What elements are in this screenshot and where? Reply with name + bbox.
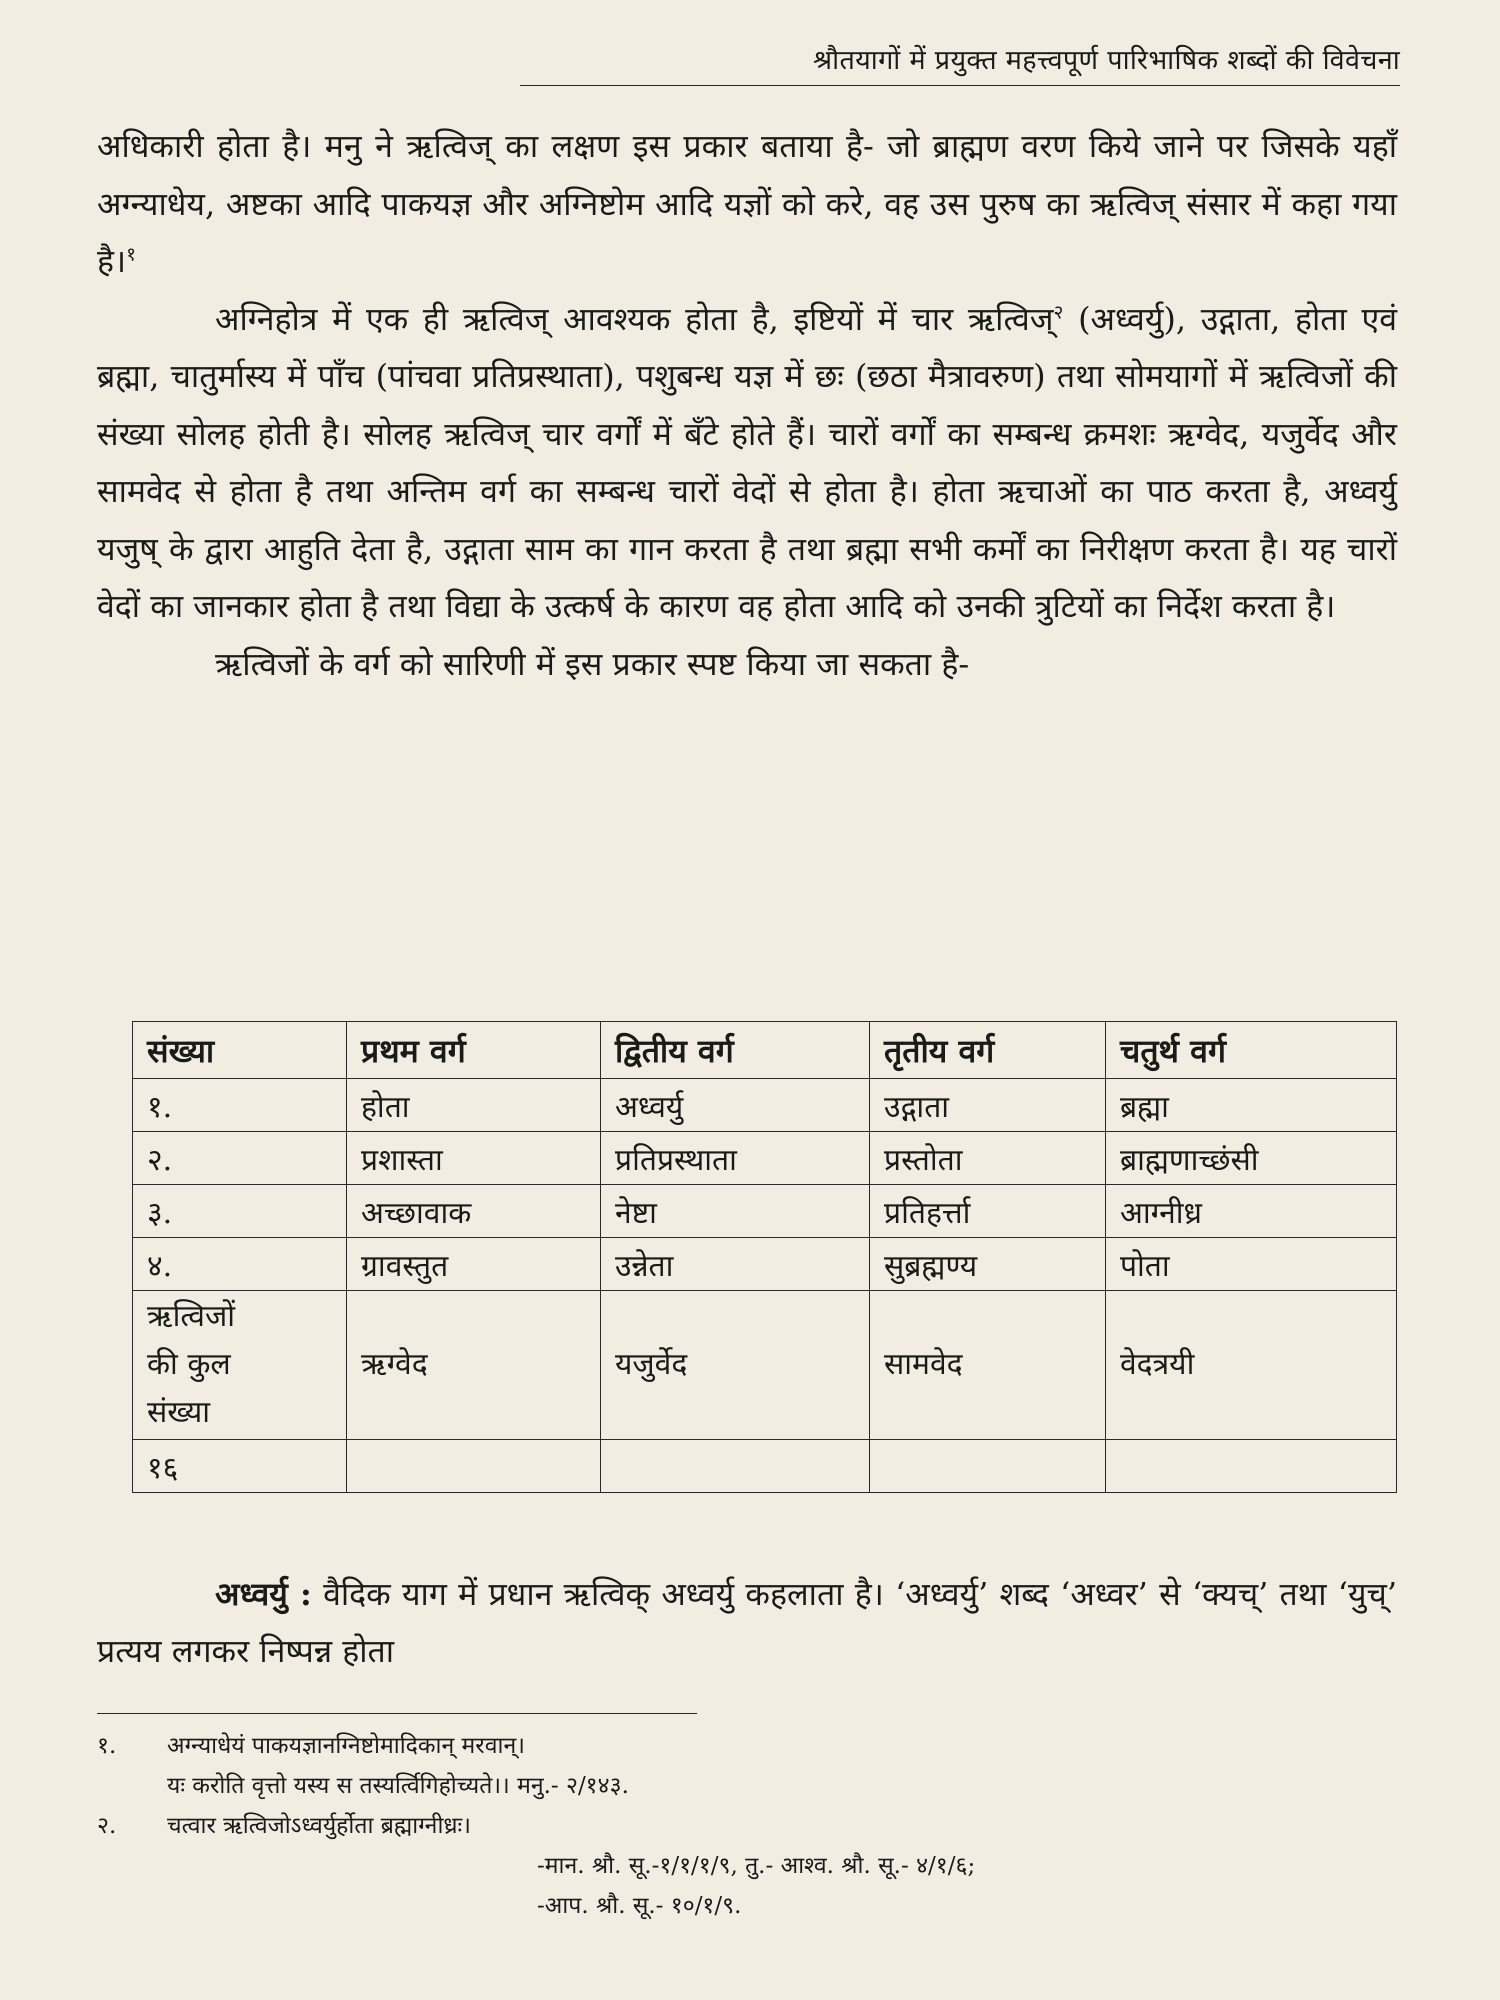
table-cell: प्रस्तोता xyxy=(870,1132,1106,1185)
table-cell: आग्नीध्र xyxy=(1106,1185,1397,1238)
table-row xyxy=(133,1238,1397,1291)
footnote-source: -आप. श्रौ. सू.- १०/१/९. xyxy=(537,1893,742,1919)
table-cell xyxy=(347,1440,601,1493)
ritvij-table xyxy=(132,1021,1397,1493)
table-cell: २. xyxy=(133,1132,347,1185)
paragraph-2 xyxy=(97,291,1397,636)
table-cell xyxy=(870,1440,1106,1493)
table-cell: ऋग्वेद xyxy=(347,1291,601,1440)
table-cell xyxy=(1106,1440,1397,1493)
footnote-text: यः करोति वृत्तो यस्य स तस्यर्त्विगिहोच्यते।। मनु.- २/१४३. xyxy=(167,1773,629,1799)
table-header-cell: तृतीय वर्ग xyxy=(870,1022,1106,1079)
table-cell: उन्नेता xyxy=(601,1238,870,1291)
table-cell: सामवेद xyxy=(870,1291,1106,1440)
footnote-number: २. xyxy=(97,1813,117,1839)
table-cell: ४. xyxy=(133,1238,347,1291)
table-cell: १. xyxy=(133,1079,347,1132)
table-cell: ब्रह्मा xyxy=(1106,1079,1397,1132)
footnote-1 xyxy=(97,1726,1397,1766)
table-header-cell: चतुर्थ वर्ग xyxy=(1106,1022,1397,1079)
footnote-text: चत्वार ऋत्विजोऽध्वर्युर्होता ब्रह्माग्नीध्रः। xyxy=(167,1813,471,1839)
adhvaryu-text: वैदिक याग में प्रधान ऋत्विक् अध्वर्यु कहलाता है। ‘अध्वर्यु’ शब्द ‘अध्वर’ से ‘क्यच्’ तथा ‘युच्’ प्रत्यय लगकर निष्पन्न होता xyxy=(97,1575,1397,1670)
main-text xyxy=(97,118,1397,693)
adhvaryu-section xyxy=(97,1566,1397,1680)
adhvaryu-paragraph xyxy=(97,1566,1397,1680)
table-cell: नेष्टा xyxy=(601,1185,870,1238)
adhvaryu-term: अध्वर्यु : xyxy=(215,1575,312,1613)
table-cell: वेदत्रयी xyxy=(1106,1291,1397,1440)
footnote-ref-1: १ xyxy=(126,243,137,266)
table-row xyxy=(133,1132,1397,1185)
table-header-cell: प्रथम वर्ग xyxy=(347,1022,601,1079)
footnote-number: १. xyxy=(97,1733,117,1759)
paragraph-2-text-a: अग्निहोत्र में एक ही ऋत्विज् आवश्यक होता है, इष्टियों में चार ऋत्विज् xyxy=(215,299,1054,338)
total-label-line: ऋत्विजों xyxy=(147,1299,236,1334)
total-value-cell: १६ xyxy=(133,1440,347,1493)
footnote-ref-2: २ xyxy=(1053,300,1064,323)
table-cell: सुब्रह्मण्य xyxy=(870,1238,1106,1291)
table-row-total xyxy=(133,1440,1397,1493)
table-cell: अच्छावाक xyxy=(347,1185,601,1238)
paragraph-3: ऋत्विजों के वर्ग को सारिणी में इस प्रकार स्पष्ट किया जा सकता है- xyxy=(215,644,970,683)
table-cell: प्रतिप्रस्थाता xyxy=(601,1132,870,1185)
paragraph-1 xyxy=(97,118,1397,291)
table-cell: पोता xyxy=(1106,1238,1397,1291)
table-cell: ३. xyxy=(133,1185,347,1238)
paragraph-2-text-b: (अध्वर्यु), उद्गाता, होता एवं ब्रह्मा, चातुर्मास्य में पाँच (पांचवा प्रतिप्रस्थाता), पशुबन्ध यज्ञ में छः (छठा मैत्रावरुण) तथा सोमयागों में ऋत्विजों की संख्या सोलह होती है। सोलह ऋत्विज् चार वर्गों में बँटे होते हैं। चारों वर्गों का सम्बन्ध क्रमशः ऋग्वेद, यजुर्वेद और सामवेद से होता है तथा अन्तिम वर्ग का सम्बन्ध चारों वेदों से होता है। होता ऋचाओं का पाठ करता है, अध्वर्यु यजुष् के द्वारा आहुति देता है, उद्गाता साम का गान करता है तथा ब्रह्मा सभी कर्मों का निरीक्षण करता है। यह चारों वेदों का जानकार होता है तथा विद्या के उत्कर्ष के कारण वह होता आदि को उनकी त्रुटियों का निर्देश करता है। xyxy=(97,299,1397,625)
table-cell xyxy=(601,1440,870,1493)
total-label-cell xyxy=(133,1291,347,1440)
footnote-text: अग्न्याधेयं पाकयज्ञानग्निष्टोमादिकान् मरवान्। xyxy=(167,1733,525,1759)
paragraph-1-text: अधिकारी होता है। मनु ने ऋत्विज् का लक्षण इस प्रकार बताया है- जो ब्राह्मण वरण किये जाने पर जिसके यहाँ अग्न्याधेय, अष्टका आदि पाकयज्ञ और अग्निष्टोम आदि यज्ञों को करे, वह उस पुरुष का ऋत्विज् संसार में कहा गया है। xyxy=(97,127,1397,280)
footnote-divider xyxy=(97,1713,697,1714)
table-cell: अध्वर्यु xyxy=(601,1079,870,1132)
table-cell: उद्गाता xyxy=(870,1079,1106,1132)
table-row xyxy=(133,1079,1397,1132)
table-row xyxy=(133,1185,1397,1238)
table-row-veda xyxy=(133,1291,1397,1440)
footnotes xyxy=(97,1726,1397,1926)
table-cell: यजुर्वेद xyxy=(601,1291,870,1440)
table-cell: ग्रावस्तुत xyxy=(347,1238,601,1291)
running-head: श्रौतयागों में प्रयुक्त महत्त्वपूर्ण पारिभाषिक शब्दों की विवेचना xyxy=(520,40,1400,86)
table-cell: होता xyxy=(347,1079,601,1132)
table-cell: प्रशास्ता xyxy=(347,1132,601,1185)
total-label-line: की कुल xyxy=(147,1347,231,1382)
footnote-source: -मान. श्रौ. सू.-१/१/१/९, तु.- आश्व. श्रौ. सू.- ४/१/६; xyxy=(537,1853,976,1879)
footnote-2 xyxy=(97,1806,1397,1846)
table-header-cell: संख्या xyxy=(133,1022,347,1079)
table-header-row xyxy=(133,1022,1397,1079)
table-header-cell: द्वितीय वर्ग xyxy=(601,1022,870,1079)
table-cell: प्रतिहर्त्ता xyxy=(870,1185,1106,1238)
table-cell: ब्राह्मणाच्छंसी xyxy=(1106,1132,1397,1185)
total-label-line: संख्या xyxy=(147,1395,210,1430)
